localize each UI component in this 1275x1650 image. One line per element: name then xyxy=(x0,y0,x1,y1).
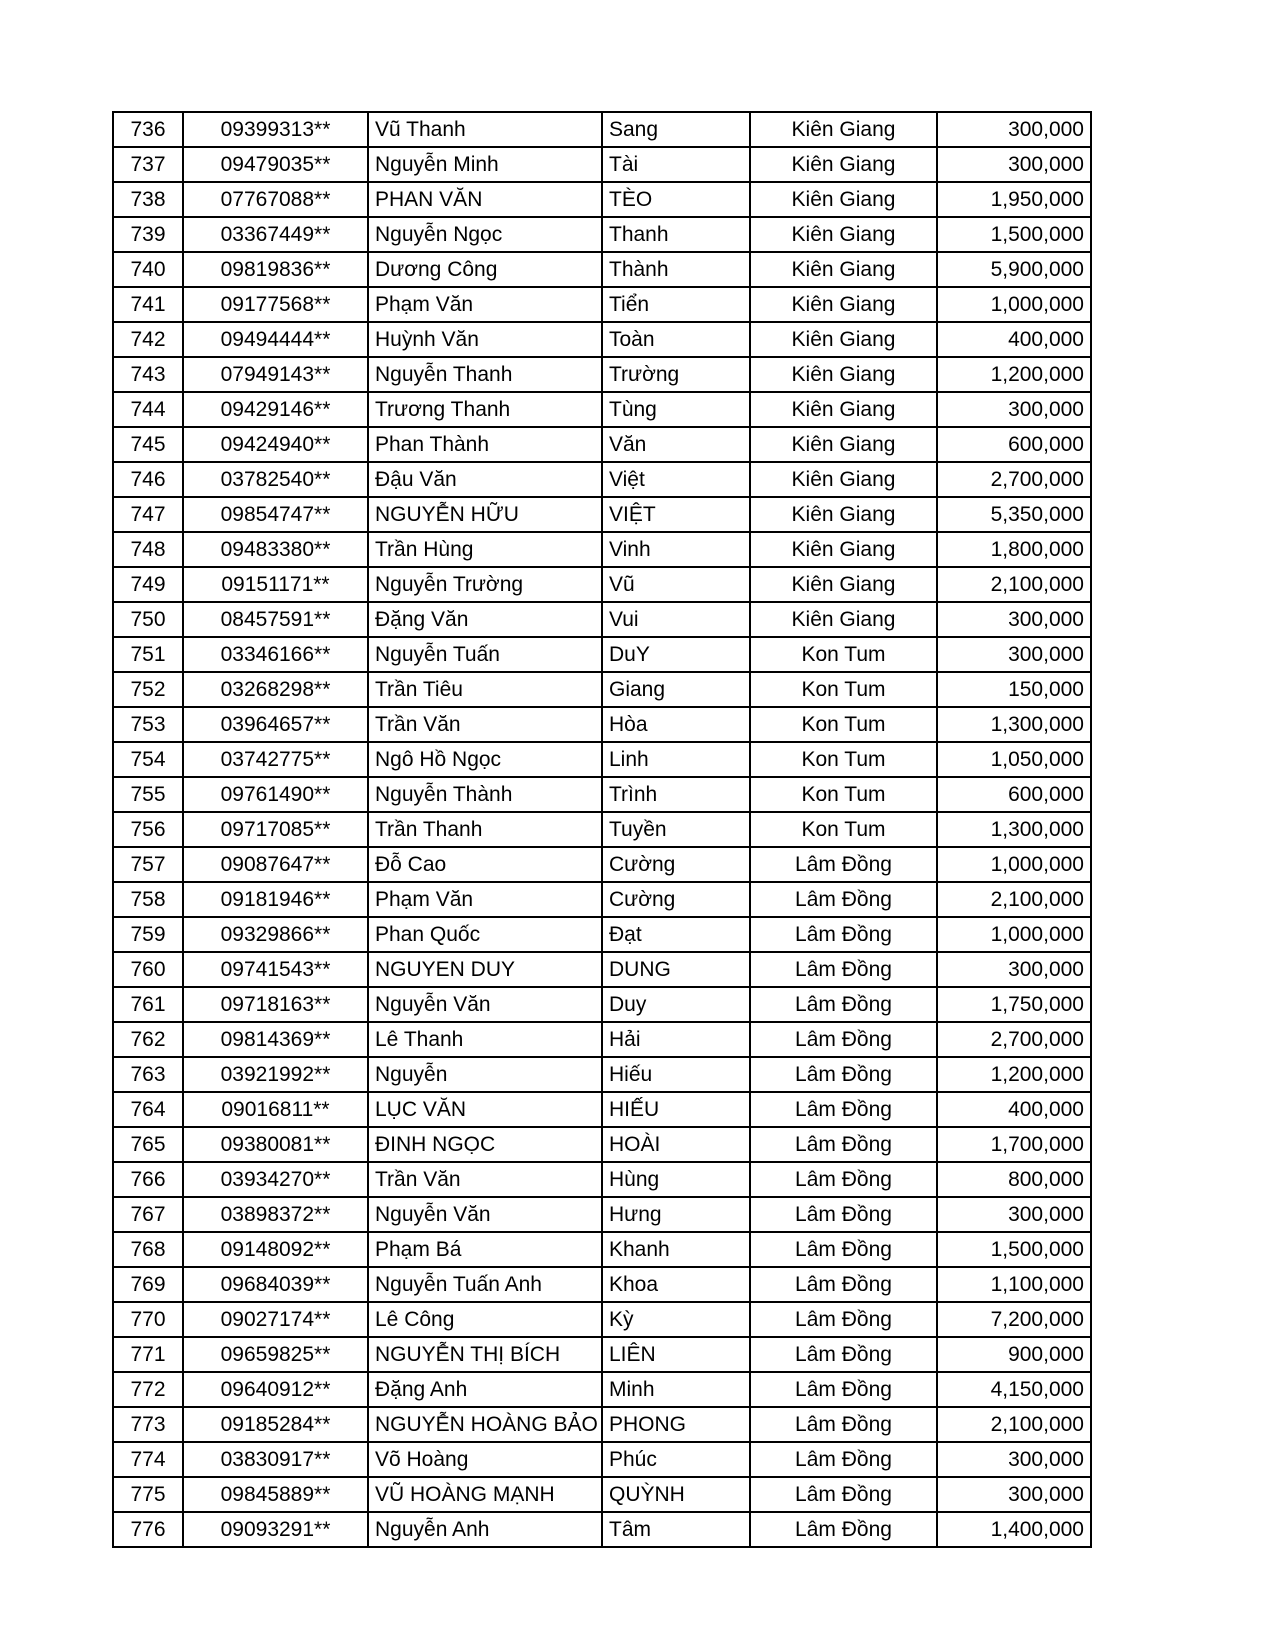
cell-family-name: Nguyễn Minh xyxy=(368,147,602,182)
cell-phone: 09640912** xyxy=(183,1372,368,1407)
cell-amount: 300,000 xyxy=(937,637,1091,672)
cell-index: 748 xyxy=(113,532,183,567)
table-row xyxy=(113,532,1091,567)
cell-amount: 600,000 xyxy=(937,427,1091,462)
cell-given-name: Văn xyxy=(602,427,750,462)
cell-phone: 09845889** xyxy=(183,1477,368,1512)
cell-index: 736 xyxy=(113,112,183,147)
cell-amount: 800,000 xyxy=(937,1162,1091,1197)
cell-amount: 4,150,000 xyxy=(937,1372,1091,1407)
cell-given-name: Khanh xyxy=(602,1232,750,1267)
cell-phone: 03782540** xyxy=(183,462,368,497)
cell-given-name: Tâm xyxy=(602,1512,750,1547)
table-row xyxy=(113,742,1091,777)
cell-amount: 300,000 xyxy=(937,952,1091,987)
cell-family-name: Nguyễn Tuấn xyxy=(368,637,602,672)
cell-family-name: Nguyễn Anh xyxy=(368,1512,602,1547)
cell-amount: 1,000,000 xyxy=(937,917,1091,952)
cell-province: Lâm Đồng xyxy=(750,1197,937,1232)
cell-given-name: VIỆT xyxy=(602,497,750,532)
cell-index: 752 xyxy=(113,672,183,707)
cell-family-name: Đặng Văn xyxy=(368,602,602,637)
cell-index: 747 xyxy=(113,497,183,532)
cell-province: Kon Tum xyxy=(750,707,937,742)
table-body xyxy=(113,112,1091,1547)
cell-phone: 03921992** xyxy=(183,1057,368,1092)
cell-province: Kiên Giang xyxy=(750,357,937,392)
cell-phone: 09684039** xyxy=(183,1267,368,1302)
cell-family-name: Huỳnh Văn xyxy=(368,322,602,357)
table-row xyxy=(113,497,1091,532)
cell-phone: 09479035** xyxy=(183,147,368,182)
cell-index: 765 xyxy=(113,1127,183,1162)
cell-index: 745 xyxy=(113,427,183,462)
cell-index: 776 xyxy=(113,1512,183,1547)
cell-phone: 09027174** xyxy=(183,1302,368,1337)
cell-phone: 09380081** xyxy=(183,1127,368,1162)
cell-amount: 300,000 xyxy=(937,1442,1091,1477)
cell-phone: 09424940** xyxy=(183,427,368,462)
cell-family-name: Phan Thành xyxy=(368,427,602,462)
cell-given-name: Tùng xyxy=(602,392,750,427)
table-row xyxy=(113,882,1091,917)
cell-amount: 1,000,000 xyxy=(937,847,1091,882)
cell-family-name: Đậu Văn xyxy=(368,462,602,497)
cell-province: Lâm Đồng xyxy=(750,1372,937,1407)
cell-index: 769 xyxy=(113,1267,183,1302)
table-row xyxy=(113,952,1091,987)
cell-province: Lâm Đồng xyxy=(750,1022,937,1057)
table-row xyxy=(113,462,1091,497)
cell-province: Lâm Đồng xyxy=(750,1442,937,1477)
cell-phone: 09483380** xyxy=(183,532,368,567)
cell-province: Kiên Giang xyxy=(750,427,937,462)
cell-amount: 300,000 xyxy=(937,602,1091,637)
cell-phone: 09148092** xyxy=(183,1232,368,1267)
cell-index: 744 xyxy=(113,392,183,427)
cell-phone: 09741543** xyxy=(183,952,368,987)
cell-given-name: Tiển xyxy=(602,287,750,322)
cell-province: Lâm Đồng xyxy=(750,1407,937,1442)
cell-given-name: DuY xyxy=(602,637,750,672)
cell-family-name: Nguyễn Tuấn Anh xyxy=(368,1267,602,1302)
cell-province: Kiên Giang xyxy=(750,567,937,602)
cell-province: Kiên Giang xyxy=(750,252,937,287)
cell-given-name: Vui xyxy=(602,602,750,637)
table-row xyxy=(113,182,1091,217)
table-row xyxy=(113,1372,1091,1407)
cell-family-name: Vũ Thanh xyxy=(368,112,602,147)
winners-table xyxy=(112,111,1092,1548)
cell-phone: 09718163** xyxy=(183,987,368,1022)
cell-province: Lâm Đồng xyxy=(750,1162,937,1197)
cell-index: 742 xyxy=(113,322,183,357)
cell-given-name: DUNG xyxy=(602,952,750,987)
cell-province: Kon Tum xyxy=(750,742,937,777)
cell-province: Lâm Đồng xyxy=(750,1267,937,1302)
table-row xyxy=(113,777,1091,812)
cell-phone: 03367449** xyxy=(183,217,368,252)
cell-amount: 1,000,000 xyxy=(937,287,1091,322)
cell-phone: 09177568** xyxy=(183,287,368,322)
table-row xyxy=(113,672,1091,707)
cell-index: 766 xyxy=(113,1162,183,1197)
cell-amount: 1,950,000 xyxy=(937,182,1091,217)
cell-amount: 1,050,000 xyxy=(937,742,1091,777)
cell-family-name: Trần Văn xyxy=(368,1162,602,1197)
cell-phone: 09494444** xyxy=(183,322,368,357)
table-row xyxy=(113,1127,1091,1162)
cell-family-name: Lê Công xyxy=(368,1302,602,1337)
cell-given-name: Cường xyxy=(602,847,750,882)
cell-given-name: Trình xyxy=(602,777,750,812)
cell-family-name: NGUYỄN THỊ BÍCH xyxy=(368,1337,602,1372)
cell-phone: 09854747** xyxy=(183,497,368,532)
cell-amount: 400,000 xyxy=(937,1092,1091,1127)
cell-index: 768 xyxy=(113,1232,183,1267)
table-row xyxy=(113,147,1091,182)
cell-index: 743 xyxy=(113,357,183,392)
cell-index: 761 xyxy=(113,987,183,1022)
cell-index: 750 xyxy=(113,602,183,637)
cell-index: 773 xyxy=(113,1407,183,1442)
cell-province: Kiên Giang xyxy=(750,147,937,182)
table-row xyxy=(113,987,1091,1022)
table-row xyxy=(113,1162,1091,1197)
cell-given-name: Hưng xyxy=(602,1197,750,1232)
cell-province: Lâm Đồng xyxy=(750,917,937,952)
cell-amount: 300,000 xyxy=(937,1477,1091,1512)
cell-amount: 2,100,000 xyxy=(937,1407,1091,1442)
cell-index: 737 xyxy=(113,147,183,182)
cell-province: Kiên Giang xyxy=(750,112,937,147)
table-row xyxy=(113,427,1091,462)
cell-index: 756 xyxy=(113,812,183,847)
cell-index: 741 xyxy=(113,287,183,322)
table-row xyxy=(113,322,1091,357)
cell-family-name: Nguyễn Trường xyxy=(368,567,602,602)
cell-amount: 300,000 xyxy=(937,147,1091,182)
cell-phone: 09819836** xyxy=(183,252,368,287)
cell-province: Kiên Giang xyxy=(750,602,937,637)
cell-family-name: PHAN VĂN xyxy=(368,182,602,217)
cell-amount: 150,000 xyxy=(937,672,1091,707)
cell-given-name: Đạt xyxy=(602,917,750,952)
cell-family-name: Trương Thanh xyxy=(368,392,602,427)
table-row xyxy=(113,637,1091,672)
cell-family-name: VŨ HOÀNG MẠNH xyxy=(368,1477,602,1512)
cell-amount: 1,200,000 xyxy=(937,1057,1091,1092)
table-row xyxy=(113,812,1091,847)
cell-province: Lâm Đồng xyxy=(750,847,937,882)
cell-province: Lâm Đồng xyxy=(750,1512,937,1547)
cell-index: 751 xyxy=(113,637,183,672)
cell-index: 774 xyxy=(113,1442,183,1477)
cell-given-name: Hiếu xyxy=(602,1057,750,1092)
table-row xyxy=(113,1512,1091,1547)
cell-given-name: TÈO xyxy=(602,182,750,217)
cell-phone: 09761490** xyxy=(183,777,368,812)
cell-given-name: Trường xyxy=(602,357,750,392)
cell-given-name: Vinh xyxy=(602,532,750,567)
cell-phone: 09016811** xyxy=(183,1092,368,1127)
cell-phone: 07767088** xyxy=(183,182,368,217)
cell-amount: 2,100,000 xyxy=(937,567,1091,602)
cell-family-name: NGUYEN DUY xyxy=(368,952,602,987)
cell-phone: 09399313** xyxy=(183,112,368,147)
cell-province: Lâm Đồng xyxy=(750,1057,937,1092)
table-row xyxy=(113,1057,1091,1092)
cell-amount: 1,200,000 xyxy=(937,357,1091,392)
cell-phone: 09429146** xyxy=(183,392,368,427)
cell-index: 739 xyxy=(113,217,183,252)
cell-family-name: Dương Công xyxy=(368,252,602,287)
cell-province: Lâm Đồng xyxy=(750,952,937,987)
cell-family-name: Phạm Văn xyxy=(368,287,602,322)
cell-index: 760 xyxy=(113,952,183,987)
cell-amount: 5,900,000 xyxy=(937,252,1091,287)
table-row xyxy=(113,1197,1091,1232)
cell-given-name: Thành xyxy=(602,252,750,287)
cell-given-name: LIÊN xyxy=(602,1337,750,1372)
cell-phone: 03830917** xyxy=(183,1442,368,1477)
cell-province: Lâm Đồng xyxy=(750,1302,937,1337)
cell-family-name: Đặng Anh xyxy=(368,1372,602,1407)
cell-given-name: Kỳ xyxy=(602,1302,750,1337)
cell-family-name: Nguyễn Văn xyxy=(368,987,602,1022)
cell-amount: 2,700,000 xyxy=(937,1022,1091,1057)
table-row xyxy=(113,1442,1091,1477)
cell-given-name: Vũ xyxy=(602,567,750,602)
table-row xyxy=(113,217,1091,252)
table-row xyxy=(113,707,1091,742)
cell-given-name: Khoa xyxy=(602,1267,750,1302)
cell-family-name: Nguyễn xyxy=(368,1057,602,1092)
cell-family-name: Trần Thanh xyxy=(368,812,602,847)
table-row xyxy=(113,1302,1091,1337)
cell-phone: 09717085** xyxy=(183,812,368,847)
cell-province: Kiên Giang xyxy=(750,322,937,357)
cell-province: Lâm Đồng xyxy=(750,1232,937,1267)
table-row xyxy=(113,1092,1091,1127)
cell-family-name: LỤC VĂN xyxy=(368,1092,602,1127)
cell-given-name: PHONG xyxy=(602,1407,750,1442)
cell-phone: 09814369** xyxy=(183,1022,368,1057)
cell-index: 740 xyxy=(113,252,183,287)
table-row xyxy=(113,1232,1091,1267)
cell-amount: 300,000 xyxy=(937,112,1091,147)
cell-given-name: HOÀI xyxy=(602,1127,750,1162)
cell-amount: 900,000 xyxy=(937,1337,1091,1372)
cell-family-name: Phạm Văn xyxy=(368,882,602,917)
cell-family-name: Phan Quốc xyxy=(368,917,602,952)
cell-index: 762 xyxy=(113,1022,183,1057)
cell-given-name: Hòa xyxy=(602,707,750,742)
table-row xyxy=(113,1022,1091,1057)
cell-amount: 2,100,000 xyxy=(937,882,1091,917)
cell-amount: 1,700,000 xyxy=(937,1127,1091,1162)
cell-given-name: Cường xyxy=(602,882,750,917)
cell-index: 775 xyxy=(113,1477,183,1512)
cell-province: Lâm Đồng xyxy=(750,1092,937,1127)
cell-province: Kon Tum xyxy=(750,637,937,672)
cell-province: Kiên Giang xyxy=(750,532,937,567)
cell-phone: 03346166** xyxy=(183,637,368,672)
cell-province: Kiên Giang xyxy=(750,497,937,532)
cell-family-name: Đỗ Cao xyxy=(368,847,602,882)
cell-family-name: Võ Hoàng xyxy=(368,1442,602,1477)
cell-amount: 1,500,000 xyxy=(937,1232,1091,1267)
cell-amount: 1,300,000 xyxy=(937,812,1091,847)
cell-family-name: Trần Văn xyxy=(368,707,602,742)
cell-province: Kiên Giang xyxy=(750,182,937,217)
cell-index: 757 xyxy=(113,847,183,882)
cell-index: 767 xyxy=(113,1197,183,1232)
cell-phone: 07949143** xyxy=(183,357,368,392)
cell-family-name: Nguyễn Thanh xyxy=(368,357,602,392)
cell-given-name: Thanh xyxy=(602,217,750,252)
cell-given-name: Hùng xyxy=(602,1162,750,1197)
cell-phone: 03742775** xyxy=(183,742,368,777)
cell-phone: 09093291** xyxy=(183,1512,368,1547)
cell-family-name: Phạm Bá xyxy=(368,1232,602,1267)
table-row xyxy=(113,112,1091,147)
cell-index: 764 xyxy=(113,1092,183,1127)
cell-amount: 1,750,000 xyxy=(937,987,1091,1022)
table-row xyxy=(113,252,1091,287)
cell-phone: 08457591** xyxy=(183,602,368,637)
cell-given-name: Tài xyxy=(602,147,750,182)
cell-amount: 2,700,000 xyxy=(937,462,1091,497)
cell-family-name: Trần Tiêu xyxy=(368,672,602,707)
cell-given-name: Linh xyxy=(602,742,750,777)
cell-amount: 7,200,000 xyxy=(937,1302,1091,1337)
cell-phone: 03898372** xyxy=(183,1197,368,1232)
cell-amount: 600,000 xyxy=(937,777,1091,812)
cell-index: 755 xyxy=(113,777,183,812)
cell-index: 753 xyxy=(113,707,183,742)
cell-index: 772 xyxy=(113,1372,183,1407)
cell-amount: 1,100,000 xyxy=(937,1267,1091,1302)
cell-province: Kiên Giang xyxy=(750,462,937,497)
cell-province: Kon Tum xyxy=(750,672,937,707)
cell-province: Kiên Giang xyxy=(750,287,937,322)
cell-index: 754 xyxy=(113,742,183,777)
cell-province: Kiên Giang xyxy=(750,392,937,427)
table-row xyxy=(113,1477,1091,1512)
table-row xyxy=(113,357,1091,392)
table-row xyxy=(113,1407,1091,1442)
table-row xyxy=(113,1337,1091,1372)
table-row xyxy=(113,392,1091,427)
cell-given-name: Giang xyxy=(602,672,750,707)
cell-amount: 1,300,000 xyxy=(937,707,1091,742)
cell-family-name: Nguyễn Văn xyxy=(368,1197,602,1232)
cell-family-name: ĐINH NGỌC xyxy=(368,1127,602,1162)
cell-province: Lâm Đồng xyxy=(750,987,937,1022)
cell-given-name: Tuyền xyxy=(602,812,750,847)
cell-given-name: Sang xyxy=(602,112,750,147)
cell-given-name: Minh xyxy=(602,1372,750,1407)
cell-family-name: Nguyễn Thành xyxy=(368,777,602,812)
table-row xyxy=(113,917,1091,952)
cell-amount: 1,800,000 xyxy=(937,532,1091,567)
cell-family-name: Lê Thanh xyxy=(368,1022,602,1057)
cell-index: 771 xyxy=(113,1337,183,1372)
table-row xyxy=(113,287,1091,322)
table-row xyxy=(113,602,1091,637)
cell-index: 749 xyxy=(113,567,183,602)
cell-index: 763 xyxy=(113,1057,183,1092)
cell-index: 758 xyxy=(113,882,183,917)
cell-province: Kon Tum xyxy=(750,777,937,812)
cell-province: Lâm Đồng xyxy=(750,1337,937,1372)
cell-family-name: Trần Hùng xyxy=(368,532,602,567)
cell-given-name: QUỲNH xyxy=(602,1477,750,1512)
cell-amount: 300,000 xyxy=(937,1197,1091,1232)
table-row xyxy=(113,567,1091,602)
cell-phone: 09181946** xyxy=(183,882,368,917)
cell-family-name: NGUYỄN HOÀNG BẢO xyxy=(368,1407,602,1442)
cell-phone: 09659825** xyxy=(183,1337,368,1372)
cell-given-name: Hải xyxy=(602,1022,750,1057)
cell-index: 770 xyxy=(113,1302,183,1337)
cell-phone: 09151171** xyxy=(183,567,368,602)
cell-index: 738 xyxy=(113,182,183,217)
cell-family-name: Ngô Hồ Ngọc xyxy=(368,742,602,777)
cell-given-name: Toàn xyxy=(602,322,750,357)
cell-province: Lâm Đồng xyxy=(750,1127,937,1162)
cell-province: Kiên Giang xyxy=(750,217,937,252)
cell-family-name: NGUYỄN HỮU xyxy=(368,497,602,532)
cell-family-name: Nguyễn Ngọc xyxy=(368,217,602,252)
cell-index: 746 xyxy=(113,462,183,497)
cell-phone: 09087647** xyxy=(183,847,368,882)
cell-province: Kon Tum xyxy=(750,812,937,847)
cell-amount: 1,500,000 xyxy=(937,217,1091,252)
cell-phone: 03964657** xyxy=(183,707,368,742)
cell-amount: 5,350,000 xyxy=(937,497,1091,532)
cell-amount: 1,400,000 xyxy=(937,1512,1091,1547)
cell-amount: 400,000 xyxy=(937,322,1091,357)
cell-given-name: HIẾU xyxy=(602,1092,750,1127)
cell-phone: 09329866** xyxy=(183,917,368,952)
cell-province: Lâm Đồng xyxy=(750,882,937,917)
cell-given-name: Duy xyxy=(602,987,750,1022)
cell-amount: 300,000 xyxy=(937,392,1091,427)
cell-province: Lâm Đồng xyxy=(750,1477,937,1512)
cell-phone: 09185284** xyxy=(183,1407,368,1442)
cell-phone: 03934270** xyxy=(183,1162,368,1197)
cell-phone: 03268298** xyxy=(183,672,368,707)
table-row xyxy=(113,1267,1091,1302)
cell-index: 759 xyxy=(113,917,183,952)
cell-given-name: Phúc xyxy=(602,1442,750,1477)
table-row xyxy=(113,847,1091,882)
cell-given-name: Việt xyxy=(602,462,750,497)
